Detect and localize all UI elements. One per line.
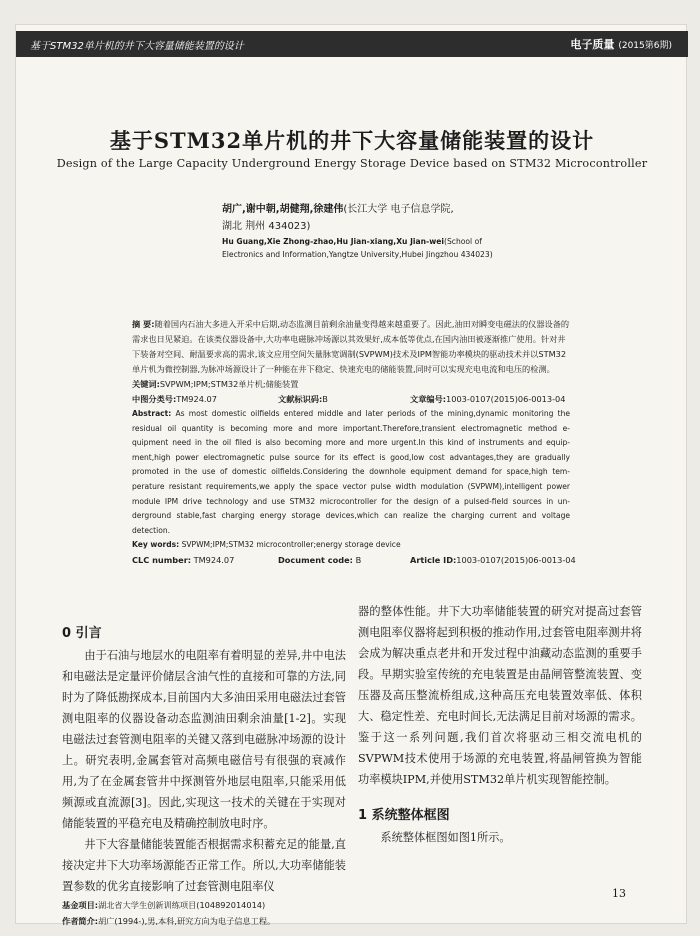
running-header <box>16 31 688 57</box>
keywords-cn-label: 关键词: <box>132 379 160 389</box>
abstract-cn-label: 摘 要: <box>132 319 155 329</box>
page-number: 13 <box>612 887 626 900</box>
affiliation-en-1: (School of <box>443 237 482 246</box>
authors-cn: 胡广,谢中朝,胡健翔,徐建伟 <box>222 204 344 215</box>
abstract-en-text: As most domestic oilfields entered middle and later periods of the mining,dynamic monitoring the residual oil quantity is becoming more and more important.Therefore,transient electromagnetic method e-quipment need in the oil filed is also becoming more and more urgent.In this kind of instruments and equip-ment,high power electromagnetic pulse source for its effect is good,low cost advantages,they are gradually promoted in the use of domestic oilfields.Considering the downhole equipment demand for space,high tem-perature resistant requirements,we apply the space vector pulse width modulation (SVPWM),intelligent power module IPM drive technology and use STM32 microcontroller for the design of a pulsed-field sources in un-derground stable,fast charging energy storage devices,which can realize the charging current and voltage detection. <box>132 409 571 535</box>
classification-cn <box>132 392 570 407</box>
article-id-en-value: 1003-0107(2015)06-0013-04 <box>456 554 576 565</box>
keywords-cn <box>132 377 570 392</box>
section-0-heading: 0 引言 <box>62 626 102 641</box>
author-bio-text: 胡广(1994-),男,本科,研究方向为电子信息工程。 <box>98 915 276 926</box>
keywords-en-label: Key words: <box>132 540 180 550</box>
article-id-cn-value: 1003-0107(2015)06-0013-04 <box>446 394 566 404</box>
doc-code-en-value: B <box>355 554 362 565</box>
affiliation-en-2: Electronics and Information,Yangtze University,Hubei Jingzhou 434023) <box>222 250 493 259</box>
keywords-cn-text: SVPWM;IPM;STM32单片机;储能装置 <box>159 379 299 389</box>
footnote-author <box>62 915 346 929</box>
section-0-paragraph-1: 由于石油与地层水的电阻率有着明显的差异,井中电法和电磁法是定量评价储层含油气性的直接和可靠的方法,同时为了降低勘探成本,目前国内大多油田采用电磁法过套管测电阻率的仪器设备动态监测油田剩余油量[1-2]。实现电磁法过套管测电阻率的关键又落到电磁脉冲场源的设计上。研究表明,金属套管对高频电磁信号有很强的衰减作用,为了在金属套管井中探测管外地层电阻率,只能采用低频源或直流源[3]。因此,实现这一技术的关键在于实现对储能装置的平稳充电及精确控制放电时序。 <box>62 649 346 830</box>
keywords-en-text: SVPWM;IPM;STM32 microcontroller;energy storage device <box>181 540 401 550</box>
authors-en: Hu Guang,Xie Zhong-zhao,Hu Jian-xiang,Xu Jian-wei <box>222 237 444 246</box>
article-id-en-label: Article ID: <box>410 554 457 565</box>
affiliation-cn-2: 湖北 荆州 434023) <box>222 221 311 232</box>
left-column <box>62 622 346 928</box>
paper-title-en: Design of the Large Capacity Underground Energy Storage Device based on STM32 Microcontroller <box>56 157 648 170</box>
paper-title-cn: 基于STM32单片机的井下大容量储能装置的设计 <box>109 128 595 153</box>
journal-info <box>570 36 672 52</box>
classification-en <box>132 553 576 568</box>
clc-cn-value: TM924.07 <box>176 394 217 404</box>
journal-issue: (2015第6期) <box>618 41 672 51</box>
section-1-heading: 1 系统整体框图 <box>358 808 450 823</box>
footnote-fund <box>62 899 346 913</box>
section-1-paragraph-1: 系统整体框图如图1所示。 <box>380 831 511 844</box>
author-block <box>222 201 522 261</box>
doc-code-cn-label: 文献标识码: <box>278 394 323 404</box>
fund-text: 湖北省大学生创新训练项目(104892014014) <box>98 900 266 910</box>
running-title: 基于STM32单片机的井下大容量储能装置的设计 <box>30 41 244 52</box>
article-id-cn-label: 文章编号: <box>410 394 447 404</box>
abstract-cn-text: 随着国内石油大多进入开采中后期,动态监测目前剩余油量变得越来越重要了。因此,油田对瞬变电磁法的仪器设备的需求也日见紧迫。在该类仪器设备中,大功率电磁脉冲场源以其效果好,成本低等优点,在国内油田被逐渐推广使用。针对井下装备对空间、耐温要求高的需求,该文应用空间矢量脉宽调制(SVPWM)技术及IPM智能功率模块的驱动技术并以STM32单片机为微控制器,为脉冲场源设计了一种能在井下稳定、快速充电的储能装置,同时可以实现充电电流和电压的检测。 <box>132 319 570 374</box>
keywords-en <box>132 538 570 553</box>
fund-label: 基金项目: <box>62 900 99 910</box>
journal-page <box>15 24 687 924</box>
doc-code-en-label: Document code: <box>278 554 353 565</box>
abstract-en-label: Abstract: <box>132 409 172 418</box>
abstract-block <box>132 317 576 568</box>
section-0-paragraph-3: 器的整体性能。井下大功率储能装置的研究对提高过套管测电阻率仪器将起到积极的推动作用,过套管电阻率测井将会成为解决重点老井和开发过程中油藏动态监测的重要手段。早期实验室传统的充电装置是由晶闸管整流装置、变压器及高压整流桥组成,这种高压充电装置效率低、体积大、稳定性差、充电时间长,无法满足目前对场源的需求。鉴于这一系列问题,我们首次将驱动三相交流电机的SVPWM技术使用于场源的充电装置,将晶闸管换为智能功率模块IPM,并使用STM32单片机实现智能控制。 <box>358 605 642 786</box>
section-0-paragraph-2: 井下大容量储能装置能否根据需求积蓄充足的能量,直接决定井下大功率场源能否正常工作。所以,大功率储能装置参数的优劣直接影响了过套管测电阻率仪 <box>62 838 346 893</box>
author-bio-label: 作者简介: <box>62 915 99 926</box>
right-column <box>358 601 642 848</box>
clc-cn-label: 中图分类号: <box>132 394 177 404</box>
abstract-cn <box>132 317 570 377</box>
clc-en-label: CLC number: <box>132 554 191 565</box>
doc-code-cn-value: B <box>322 394 328 404</box>
affiliation-cn-1: (长江大学 电子信息学院, <box>343 204 454 215</box>
clc-en-value: TM924.07 <box>193 554 235 565</box>
journal-name: 电子质量 <box>570 38 615 51</box>
abstract-en <box>132 407 570 538</box>
